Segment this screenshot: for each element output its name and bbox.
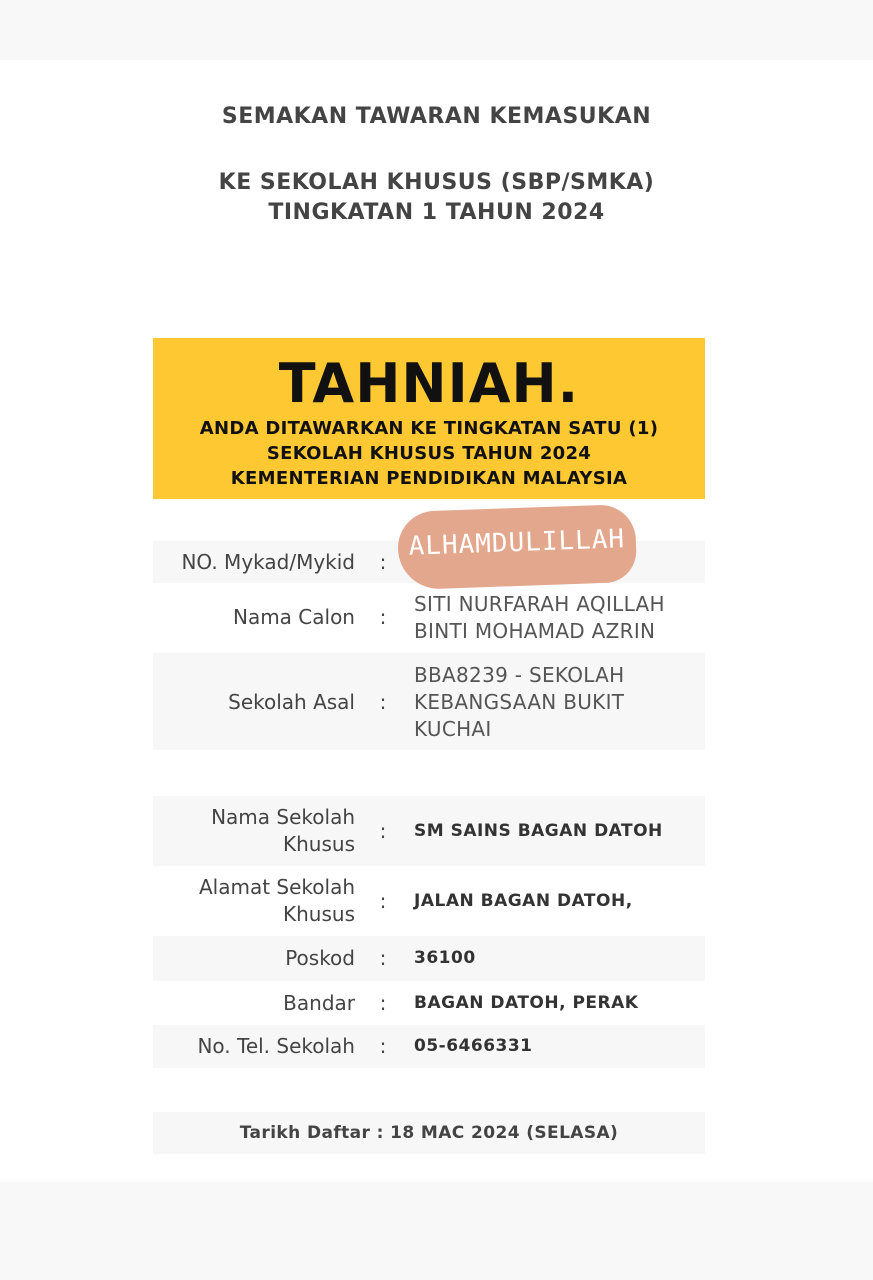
poskod-value: 36100 [414,948,476,968]
alamat-sekolah-khusus-label [153,874,355,928]
offer-line-1: ANDA DITAWARKAN KE TINGKATAN SATU (1) [199,418,659,439]
registration-date: Tarikh Daftar : 18 MAC 2024 (SELASA) [239,1123,619,1143]
detail-row-bandar [153,981,705,1025]
sekolah-asal-value-line: BBA8239 - SEKOLAH [414,663,625,687]
page-subtitle-year: TINGKATAN 1 TAHUN 2024 [268,200,605,225]
separator: : [379,946,387,970]
nama-calon-value-line: SITI NURFARAH AQILLAH [414,592,665,616]
offer-line-2: SEKOLAH KHUSUS TAHUN 2024 [266,443,592,464]
separator: : [379,991,387,1015]
separator: : [379,819,387,843]
sekolah-asal-value [414,662,704,743]
sekolah-asal-value-line: KUCHAI [414,717,492,741]
label-line: Khusus [283,832,355,856]
alhamdulillah-sticker [397,504,638,590]
alamat-sekolah-khusus-value: JALAN BAGAN DATOH, [414,891,633,911]
sticker-text: ALHAMDULILLAH [408,524,626,562]
sekolah-asal-label: Sekolah Asal [228,690,355,714]
page-title: SEMAKAN TAWARAN KEMASUKAN [221,104,652,129]
top-band [0,0,873,60]
detail-row-nama-calon [153,583,705,653]
spacer-row [153,750,705,796]
label-line: Nama Sekolah [211,805,355,829]
nama-sekolah-khusus-value: SM SAINS BAGAN DATOH [414,821,663,841]
detail-row-sekolah-asal [153,653,705,750]
nama-sekolah-khusus-label [153,804,355,858]
label-line: Khusus [283,902,355,926]
poskod-label: Poskod [285,946,355,970]
offer-card [153,338,705,1182]
offer-line-3: KEMENTERIAN PENDIDIKAN MALAYSIA [230,468,628,489]
mykad-label: NO. Mykad/Mykid [181,550,355,574]
detail-row-tarikh-daftar [153,1112,705,1154]
detail-row-no-tel [153,1025,705,1068]
nama-calon-value-line: BINTI MOHAMAD AZRIN [414,619,656,643]
separator: : [379,690,387,714]
detail-row-poskod [153,936,705,981]
separator: : [379,1034,387,1058]
nama-calon-label: Nama Calon [232,605,355,629]
congrats-headline: TAHNIAH. [278,352,580,415]
bandar-label: Bandar [283,991,355,1015]
bottom-band [0,1182,873,1280]
separator: : [379,889,387,913]
page-subtitle: KE SEKOLAH KHUSUS (SBP/SMKA) [218,170,655,195]
detail-row-nama-sekolah-khusus [153,796,705,866]
spacer-row [153,1068,705,1112]
no-tel-value: 05-6466331 [414,1036,533,1056]
separator: : [379,605,387,629]
bandar-value: BAGAN DATOH, PERAK [414,993,639,1013]
sekolah-asal-value-line: KEBANGSAAN BUKIT [414,690,625,714]
congrats-banner [153,338,705,499]
no-tel-label: No. Tel. Sekolah [197,1034,355,1058]
label-line: Alamat Sekolah [198,875,355,899]
nama-calon-value [414,591,704,645]
separator: : [379,550,387,574]
detail-row-alamat-sekolah-khusus [153,866,705,936]
